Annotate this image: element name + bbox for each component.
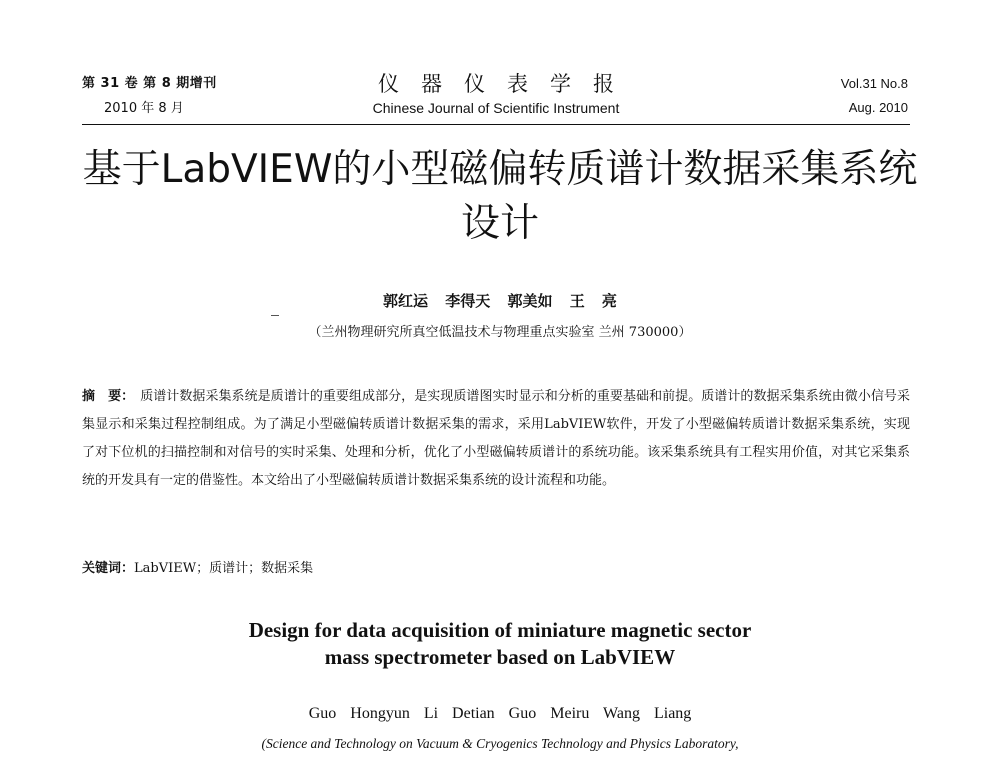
- volume-issue-cn: 第 31 卷 第 8 期增刊: [82, 76, 217, 91]
- abstract-cn: [82, 383, 910, 495]
- keywords-cn: [82, 557, 313, 576]
- header-center: [82, 72, 910, 116]
- paper-title-en-line2: mass spectrometer based on LabVIEW: [324, 645, 676, 669]
- keywords-label-cn: 关键词：: [82, 561, 135, 576]
- journal-name-en: Chinese Journal of Scientific Instrument: [372, 100, 620, 116]
- authors-cn: 郭红运 李得天 郭美如 王 亮: [383, 292, 617, 310]
- date-cn: 2010 年 8 月: [104, 101, 184, 116]
- journal-name-cn: 仪器仪表学报: [378, 72, 636, 96]
- affiliation-cn: （兰州物理研究所真空低温技术与物理重点实验室 兰州 730000）: [308, 325, 692, 340]
- paper-title-en: [0, 617, 1000, 671]
- header-right: [841, 76, 908, 115]
- paper-title-cn: [60, 143, 940, 251]
- authors-en: Guo Hongyun Li Detian Guo Meiru Wang Liang: [308, 705, 692, 722]
- paper-title-en-line1: Design for data acquisition of miniature magnetic sector: [248, 618, 752, 642]
- date-en: Aug. 2010: [848, 100, 908, 115]
- journal-header: [82, 72, 910, 124]
- keywords-text-cn: LabVIEW；质谱计；数据采集: [134, 561, 314, 576]
- header-divider: [82, 124, 910, 125]
- paper-title-cn-line2: 设计: [460, 201, 539, 246]
- volume-en: Vol.31 No.8: [840, 76, 908, 91]
- paper-title-cn-line1: 基于LabVIEW的小型磁偏转质谱计数据采集系统: [82, 147, 918, 192]
- affiliation-en: (Science and Technology on Vacuum & Cryogenics Technology and Physics Laboratory,: [261, 736, 739, 751]
- abstract-label-cn: 摘 要：: [82, 389, 135, 404]
- abstract-text-cn: 质谱计数据采集系统是质谱计的重要组成部分，是实现质谱图实时显示和分析的重要基础和前提。质谱计的数据采集系统由微小信号采集显示和采集过程控制组成。为了满足小型磁偏转质谱计数据采集的需求，采用LabVIEW软件，开发了小型磁偏转质谱计数据采集系统，实现了对下位机的扫描控制和对信号的实时采集、处理和分析，优化了小型磁偏转质谱计的系统功能。该采集系统具有工程实用价值，对其它采集系统的开发具有一定的借鉴性。本文给出了小型磁偏转质谱计数据采集系统的设计流程和功能。: [82, 389, 910, 488]
- stray-mark: [271, 315, 279, 316]
